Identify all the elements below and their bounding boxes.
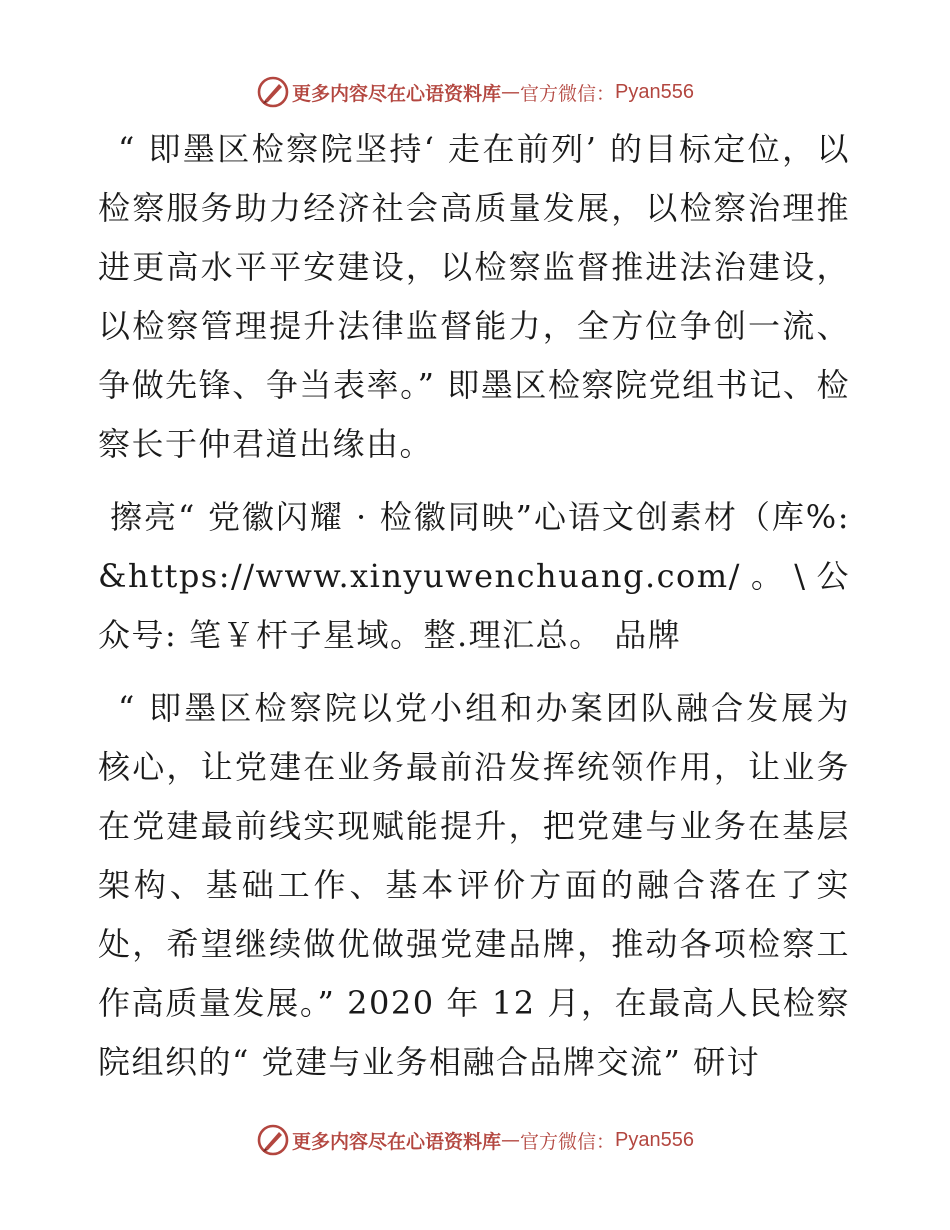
banner-handle: Pyan556 [615, 1128, 694, 1151]
paragraph-2: 擦亮“ 党徽闪耀 · 检徽同映”心语文创素材（库%: &https://www.xinyuwenchuang.com/。\公众号: 笔￥杆子星域。整.理汇总。 品牌 [98, 498, 850, 654]
paragraph-3: “ 即墨区检察院以党小组和办案团队融合发展为核心，让党建在业务最前沿发挥统领作用，让业务在党建最前线实现赋能提升，把党建与业务在基层架构、基础工作、基本评价方面的融合落在了实处，希望继续做优做强党建品牌，推动各项检察工作高质量发展。” 2020 年 12 月，在最高人民检察院组织的“ 党建与业务相融合品牌交流” 研讨 [98, 689, 850, 1081]
banner-main-text: 更多内容尽在心语资料库 [292, 1130, 502, 1153]
banner-main-text: 更多内容尽在心语资料库 [292, 82, 502, 105]
header-banner [0, 72, 950, 112]
pen-logo-icon [256, 75, 290, 109]
banner-handle: Pyan556 [615, 80, 694, 103]
banner-contact-label: 官方微信： [520, 1130, 616, 1153]
document-body [98, 120, 850, 1092]
pen-logo-icon [256, 1123, 290, 1157]
banner-dash: — [501, 1129, 521, 1151]
banner-contact-label: 官方微信： [520, 82, 616, 105]
banner-dash: — [501, 81, 521, 103]
paragraph-1: “ 即墨区检察院坚持‘ 走在前列’ 的目标定位，以检察服务助力经济社会高质量发展，以检察治理推进更高水平平安建设，以检察监督推进法治建设，以检察管理提升法律监督能力，全方位争创一流、争做先锋、争当表率。” 即墨区检察院党组书记、检察长于仲君道出缘由。 [98, 130, 850, 463]
footer-banner [0, 1120, 950, 1160]
